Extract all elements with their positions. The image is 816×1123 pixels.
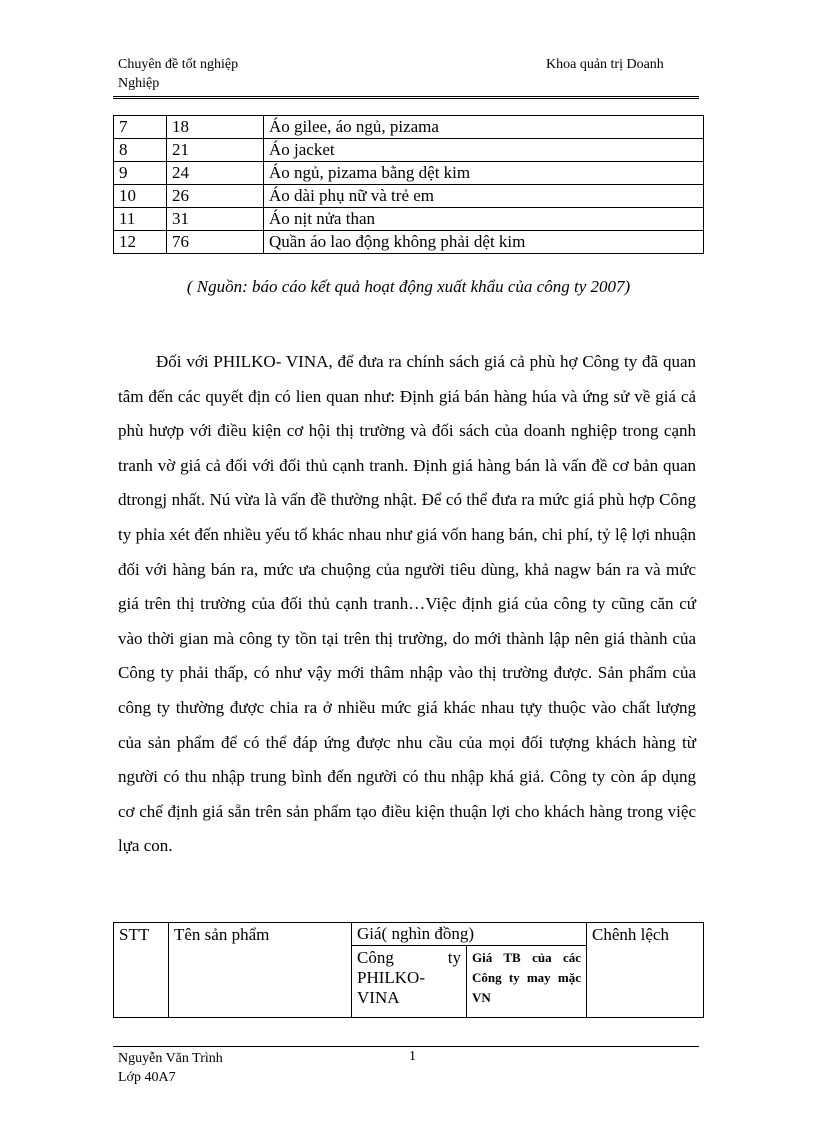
header-rule: [113, 96, 699, 97]
header-price: Giá( nghìn đồng): [352, 923, 587, 946]
header-difference: Chênh lệch: [587, 923, 704, 1018]
row-number: 7: [114, 116, 167, 139]
header-stt: STT: [114, 923, 169, 1018]
footer-class: Lớp 40A7: [118, 1070, 176, 1085]
table-row: [114, 231, 704, 254]
product-name: Áo nịt nửa than: [264, 208, 704, 231]
header-product-name: Tên sản phẩm: [169, 923, 352, 1018]
table-row: [114, 162, 704, 185]
header-subject: Chuyên đề tốt nghiệp: [118, 57, 239, 72]
header-department: Khoa quản trị Doanh: [546, 57, 664, 72]
product-code: 18: [167, 116, 264, 139]
table-row: [114, 139, 704, 162]
row-number: 10: [114, 185, 167, 208]
product-name: Áo ngủ, pizama bằng dệt kim: [264, 162, 704, 185]
row-number: 12: [114, 231, 167, 254]
row-number: 9: [114, 162, 167, 185]
row-number: 8: [114, 139, 167, 162]
product-name: Áo jacket: [264, 139, 704, 162]
price-comparison-table: [113, 922, 704, 1018]
table-row: [114, 185, 704, 208]
header-company-price: Công ty PHILKO-VINA: [352, 946, 467, 1018]
row-number: 11: [114, 208, 167, 231]
header-rule-2: [113, 98, 699, 99]
product-code: 26: [167, 185, 264, 208]
footer-rule: [113, 1046, 699, 1047]
page-number: 1: [409, 1049, 416, 1064]
header-subject-cont: Nghiệp: [118, 76, 160, 91]
product-name: Áo dài phụ nữ và trẻ em: [264, 185, 704, 208]
product-code: 31: [167, 208, 264, 231]
header-left: [118, 55, 238, 93]
product-code: 21: [167, 139, 264, 162]
header-average-price: Giá TB của các Công ty may mặc VN: [467, 946, 587, 1018]
paragraph-text: Đối với PHILKO- VINA, để đưa ra chính sách giá cả phù hợ Công ty đã quan tâm đến các quyết địn có lien quan như: Định giá bán hàng húa và ứng sử về giá cả phù hượp với điều kiện cơ hội thị trường và đối sách của doanh nghiệp trong cạnh tranh vờ giá cả đối với đối thủ cạnh tranh. Định giá hàng bán là vấn đề cơ bản quan dtrongj nhất. Nú vừa là vấn đề thường nhật. Để có thể đưa ra mức giá phù hợp Công ty phỉa xét đến nhiều yếu tố khác nhau như giá vốn hang bán, chi phí, tỷ lệ lợi nhuận đối với hàng bán ra, mức ưa chuộng của người tiêu dùng, khả nagw bán ra và mức giá trên thị trường của đối thủ cạnh tranh…Việc định giá của công ty cũng căn cứ vào thời gian mà công ty tồn tại trên thị trường, do mới thành lập nên giá thành của Công ty phải thấp, có như vậy mới thâm nhập vào thị trường được. Sản phẩm của công ty thường được chia ra ở nhiều mức giá khác nhau tựy thuộc vào chất lượng của sản phẩm để có thể đáp ứng được nhu cầu của mọi đối tượng khách hàng từ người có thu nhập trung bình đến người có thu nhập khá giả. Công ty còn áp dụng cơ chế định giá sẵn trên sản phẩm tạo điều kiện thuận lợi cho khách hàng trong việc lựa con.: [118, 352, 696, 856]
table-row: [114, 208, 704, 231]
product-code: 76: [167, 231, 264, 254]
pricing-policy-paragraph: [118, 345, 696, 864]
table-source-caption: ( Nguồn: báo cáo kết quả hoạt động xuất khẩu của công ty 2007): [186, 277, 631, 296]
product-code-table: [113, 115, 704, 254]
product-name: Áo gilee, áo ngủ, pizama: [264, 116, 704, 139]
product-code: 24: [167, 162, 264, 185]
footer-author: Nguyễn Văn Trình: [118, 1051, 223, 1066]
product-name: Quần áo lao động không phải dệt kim: [264, 231, 704, 254]
table-row: [114, 116, 704, 139]
